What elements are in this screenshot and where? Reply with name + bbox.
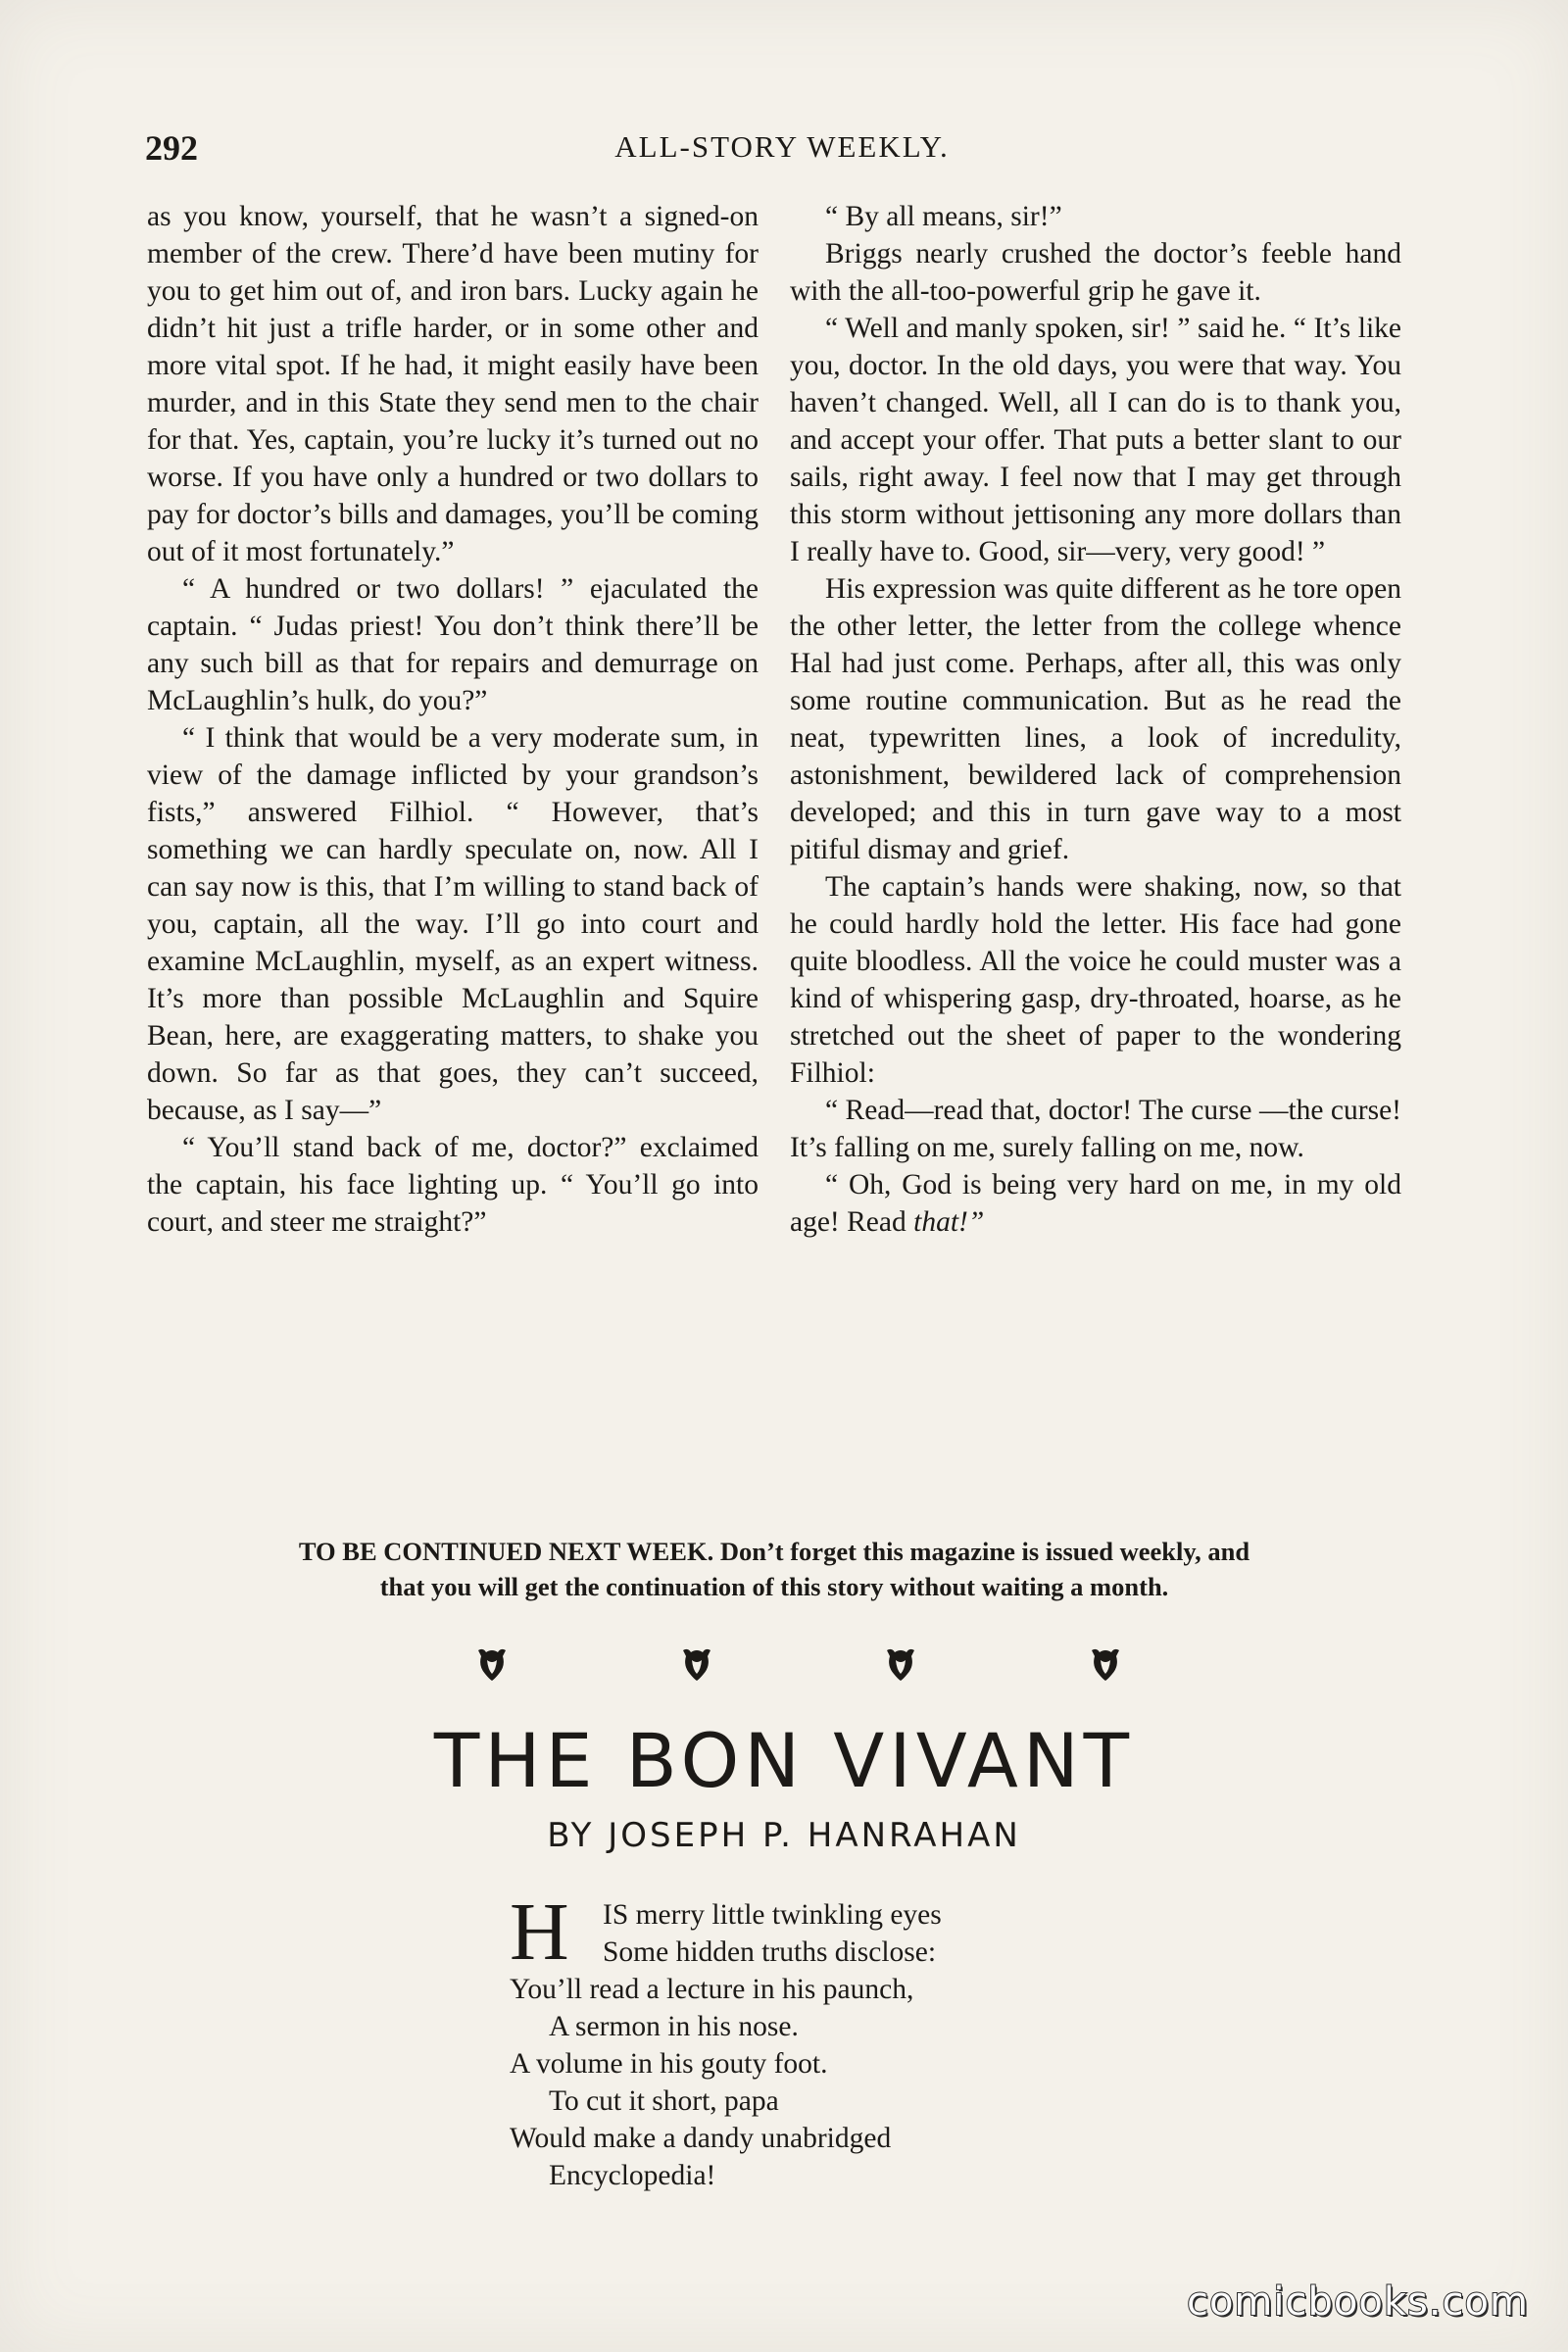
paragraph: His expression was quite different as he tore open the other letter, the letter from the college whence Hal had just come. Perhaps, after all, this was only some routine communication. But as he read the neat, typewritten lines, a look of incredulity, astonishment, bewildered lack of comprehension developed; and this in turn gave way to a most pitiful dismay and grief.: [790, 573, 1401, 865]
page-number: 292: [145, 128, 198, 168]
floral-ornament-icon: [884, 1646, 917, 1682]
story-title: THE BON VIVANT: [433, 1717, 1135, 1804]
continued-notice-line: TO BE CONTINUED NEXT WEEK. Don’t forget this magazine is issued weekly, and: [298, 1537, 1250, 1566]
poem-line: A sermon in his nose.: [549, 2011, 799, 2042]
paragraph-text: “ Oh, God is being very hard on me, in my old age! Read: [790, 1169, 1401, 1238]
paragraph: “ Well and manly spoken, sir! ” said he. “ It’s like you, doctor. In the old days, you were that way. You haven’t changed. Well, all I can do is to thank you, and accept your offer. That puts a better slant to our sails, right away. I feel now that I may get through this storm without jettisoning any more dollars than I really have to. Good, sir—very, very good! ”: [790, 313, 1401, 567]
poem-line: Would make a dandy unabridged: [510, 2123, 892, 2154]
poem: [510, 1886, 1196, 2194]
poem-line: You’ll read a lecture in his paunch,: [510, 1974, 914, 2005]
running-title: ALL-STORY WEEKLY.: [614, 129, 950, 164]
paragraph: Briggs nearly crushed the doctor’s feeble hand with the all-too-powerful grip he gave it.: [790, 238, 1401, 307]
paragraph: “ Read—read that, doctor! The curse —the curse! It’s falling on me, surely falling on me, now.: [790, 1095, 1401, 1163]
story-byline: BY JOSEPH P. HANRAHAN: [547, 1816, 1021, 1855]
floral-ornament-icon: [680, 1646, 713, 1682]
poem-line: IS merry little twinkling eyes: [603, 1899, 942, 1931]
emphasis: that!”: [913, 1206, 985, 1238]
paragraph: “ I think that would be a very moderate sum, in view of the damage inflicted by your grandson’s fists,” answered Filhiol. “ However, that’s something we can hardly speculate on, now. All I can say now is this, that I’m willing to stand back of you, captain, all the way. I’ll go into court and examine McLaughlin, myself, as an expert witness. It’s more than possible McLaughlin and Squire Bean, here, are exaggerating matters, to shake you down. So far as that goes, they can’t succeed, because, as I say—”: [147, 722, 759, 1126]
page-header: [145, 127, 1419, 176]
ornament-row: [475, 1646, 1122, 1686]
poem-line: Some hidden truths disclose:: [603, 1936, 937, 1968]
poem-line: Encyclopedia!: [549, 2160, 716, 2191]
drop-cap: H: [510, 1886, 569, 1978]
floral-ornament-icon: [475, 1646, 509, 1682]
paragraph: “ By all means, sir!”: [825, 201, 1062, 232]
paragraph: “ A hundred or two dollars! ” ejaculated the captain. “ Judas priest! You don’t think there’ll be any such bill as that for repairs and demurrage on McLaughlin’s hulk, do you?”: [147, 573, 759, 716]
continued-notice: [147, 1534, 1401, 1604]
continued-notice-line: that you will get the continuation of this story without waiting a month.: [379, 1572, 1169, 1601]
poem-line: A volume in his gouty foot.: [510, 2048, 828, 2080]
right-column: [790, 198, 1401, 1241]
paragraph: The captain’s hands were shaking, now, so that he could hardly hold the letter. His face had gone quite bloodless. All the voice he could muster was a kind of whispering gasp, dry-throated, hoarse, as he stretched out the sheet of paper to the wondering Filhiol:: [790, 871, 1401, 1089]
watermark: comicbooks.com: [1186, 2279, 1529, 2325]
paragraph: as you know, yourself, that he wasn’t a signed-on member of the crew. There’d have been mutiny for you to get him out of, and iron bars. Lucky again he didn’t hit just a trifle harder, or in some other and more vital spot. If he had, it might easily have been murder, and in this State they send men to the chair for that. Yes, captain, you’re lucky it’s turned out no worse. If you have only a hundred or two dollars to pay for doctor’s bills and damages, you’ll be coming out of it most fortunately.”: [147, 201, 759, 567]
paragraph: [790, 1166, 1401, 1241]
left-column: [147, 198, 759, 1241]
poem-line: To cut it short, papa: [549, 2085, 779, 2117]
floral-ornament-icon: [1089, 1646, 1122, 1682]
paragraph: “ You’ll stand back of me, doctor?” exclaimed the captain, his face lighting up. “ You’ll go into court, and steer me straight?”: [147, 1132, 759, 1238]
